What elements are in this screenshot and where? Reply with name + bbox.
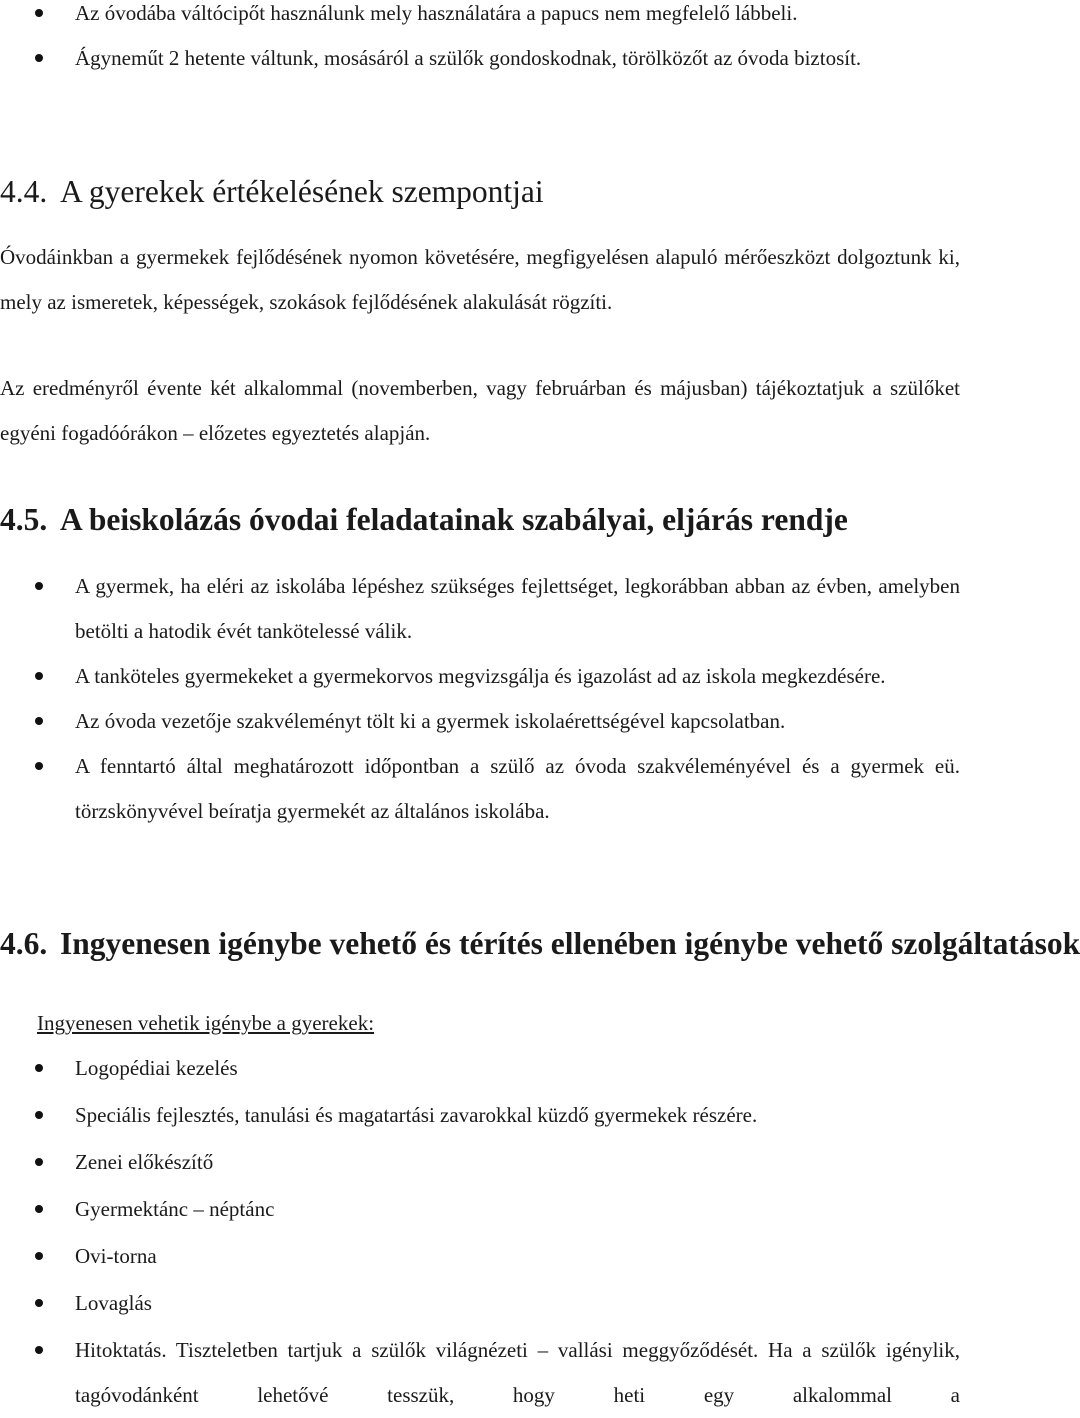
bullet-icon — [35, 762, 43, 770]
list-item-text: A gyermek, ha eléri az iskolába lépéshez szükséges fejlettséget, legkorábban abban az évben, amelyben betölti a hatodik évét tankötelessé válik. — [75, 574, 960, 643]
section-heading-4-4 — [0, 169, 544, 214]
bullet-icon — [35, 1064, 43, 1072]
beiskolazas-list — [0, 564, 960, 834]
list-item — [0, 1281, 960, 1326]
list-item — [0, 744, 960, 834]
section-number: 4.6. — [0, 926, 48, 961]
list-item — [0, 1234, 960, 1279]
top-bullet-list — [0, 0, 960, 81]
list-item-text: Az óvoda vezetője szakvéleményt tölt ki a gyermek iskolaérettségével kapcsolatban. — [75, 709, 786, 733]
section-title: A beiskolázás óvodai feladatainak szabályai, eljárás rendje — [60, 502, 848, 537]
section-number: 4.4. — [0, 174, 48, 209]
section-heading-4-5 — [0, 497, 848, 542]
list-item-text: Ovi-torna — [75, 1244, 157, 1268]
list-item — [0, 1046, 960, 1091]
bullet-icon — [35, 1299, 43, 1307]
bullet-icon — [35, 672, 43, 680]
list-item — [0, 1093, 960, 1138]
list-item — [0, 1187, 960, 1232]
bullet-icon — [35, 1158, 43, 1166]
list-item — [0, 0, 960, 36]
list-item-text: Az óvodába váltócipőt használunk mely használatára a papucs nem megfelelő lábbeli. — [75, 1, 798, 25]
bullet-icon — [35, 9, 43, 17]
bullet-icon — [35, 54, 43, 62]
list-item — [0, 36, 960, 81]
bullet-icon — [35, 1205, 43, 1213]
list-item-text: Ágyneműt 2 hetente váltunk, mosásáról a szülők gondoskodnak, törölközőt az óvoda biztosít. — [75, 46, 862, 70]
section-title: Ingyenesen igénybe vehető és térítés ellenében igénybe vehető szolgáltatások — [60, 926, 1080, 961]
list-item — [0, 1328, 960, 1418]
list-item — [0, 564, 960, 654]
services-list — [0, 1046, 960, 1418]
bullet-icon — [35, 1252, 43, 1260]
subheading: Ingyenesen vehetik igénybe a gyerekek: — [37, 1011, 375, 1035]
list-item — [0, 654, 960, 699]
section-number: 4.5. — [0, 502, 48, 537]
list-item-text: A tanköteles gyermekeket a gyermekorvos megvizsgálja és igazolást ad az iskola megkezdésére. — [75, 664, 886, 688]
bullet-icon — [35, 1111, 43, 1119]
list-item-text: Speciális fejlesztés, tanulási és magatartási zavarokkal küzdő gyermekek részére. — [75, 1103, 758, 1127]
bullet-icon — [35, 1346, 43, 1354]
list-item-text: Zenei előkészítő — [75, 1150, 214, 1174]
list-item — [0, 1140, 960, 1185]
list-item — [0, 699, 960, 744]
paragraph: Az eredményről évente két alkalommal (novemberben, vagy februárban és májusban) tájékoztatjuk a szülőket egyéni fogadóórákon – előzetes egyeztetés alapján. — [0, 376, 960, 445]
section-heading-4-6 — [0, 921, 1080, 966]
list-item-text: Lovaglás — [75, 1291, 152, 1315]
list-item-text: Gyermektánc – néptánc — [75, 1197, 275, 1221]
bullet-icon — [35, 717, 43, 725]
list-item-text: Hitoktatás. Tiszteletben tartjuk a szülők világnézeti – vallási meggyőződését. Ha a szülők igénylik, tagóvodánként lehetővé tesszük, hogy heti egy alkalommal a — [75, 1338, 960, 1407]
paragraph: Óvodáinkban a gyermekek fejlődésének nyomon követésére, megfigyelésen alapuló mérőeszközt dolgoztunk ki, mely az ismeretek, képességek, szokások fejlődésének alakulását rögzíti. — [0, 245, 960, 314]
bullet-icon — [35, 582, 43, 590]
list-item-text: A fenntartó által meghatározott időpontban a szülő az óvoda szakvéleményével és a gyermek eü. törzskönyvével beíratja gyermekét az általános iskolába. — [75, 754, 960, 823]
list-item-text: Logopédiai kezelés — [75, 1056, 238, 1080]
section-title: A gyerekek értékelésének szempontjai — [60, 174, 544, 209]
